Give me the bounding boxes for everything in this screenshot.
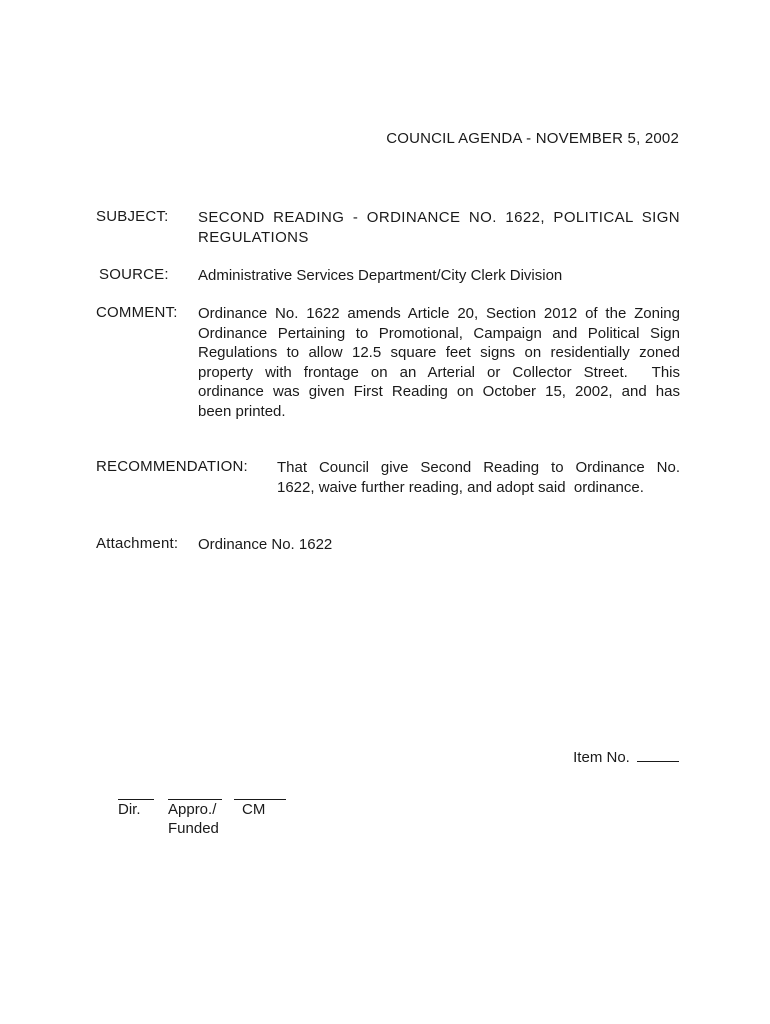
signoff-dir-label: Dir.	[118, 801, 141, 818]
source-label: SOURCE:	[99, 266, 169, 283]
recommendation-label: RECOMMENDATION:	[96, 458, 248, 475]
subject-text	[198, 208, 680, 247]
signoff-cm	[234, 786, 286, 819]
recommendation-line-2: 1622, waive further reading, and adopt said ordinance.	[277, 478, 644, 496]
comment-line-2: Ordinance Pertaining to Promotional, Campaign and Political Sign	[198, 324, 680, 342]
signoff-appro	[168, 786, 222, 838]
attachment-label: Attachment:	[96, 535, 179, 552]
comment-line-3: Regulations to allow 12.5 square feet signs on residentially zoned	[198, 344, 680, 361]
comment-line-6: been printed.	[198, 402, 286, 420]
subject-line-1: SECOND READING - ORDINANCE NO. 1622, POLITICAL SIGN	[198, 209, 680, 226]
comment-line-4: property with frontage on an Arterial or Collector Street. This	[198, 363, 680, 381]
source-text: Administrative Services Department/City Clerk Division	[198, 267, 563, 284]
signoff-dir	[118, 786, 154, 819]
attachment-text: Ordinance No. 1622	[198, 536, 333, 553]
signoff-cm-line	[234, 786, 286, 800]
comment-line-5: ordinance was given First Reading on October 15, 2002, and has	[198, 383, 680, 400]
signoff-appro-label: Appro./	[168, 801, 217, 818]
signoff-appro-line	[168, 786, 222, 800]
subject-line-2: REGULATIONS	[198, 228, 309, 246]
recommendation-line-1: That Council give Second Reading to Ordinance No.	[277, 459, 680, 476]
item-number-blank	[637, 747, 679, 762]
signoff-cm-label: CM	[242, 801, 266, 818]
item-number	[573, 747, 679, 766]
comment-text	[198, 304, 680, 421]
comment-line-1: Ordinance No. 1622 amends Article 20, Section 2012 of the Zoning	[198, 305, 680, 322]
comment-label: COMMENT:	[96, 304, 178, 321]
item-number-label: Item No.	[573, 749, 630, 766]
signoff-funded-label: Funded	[168, 820, 219, 837]
subject-label: SUBJECT:	[96, 208, 169, 225]
signoff-dir-line	[118, 786, 154, 800]
agenda-header: COUNCIL AGENDA - NOVEMBER 5, 2002	[386, 130, 679, 147]
recommendation-text	[277, 458, 680, 497]
